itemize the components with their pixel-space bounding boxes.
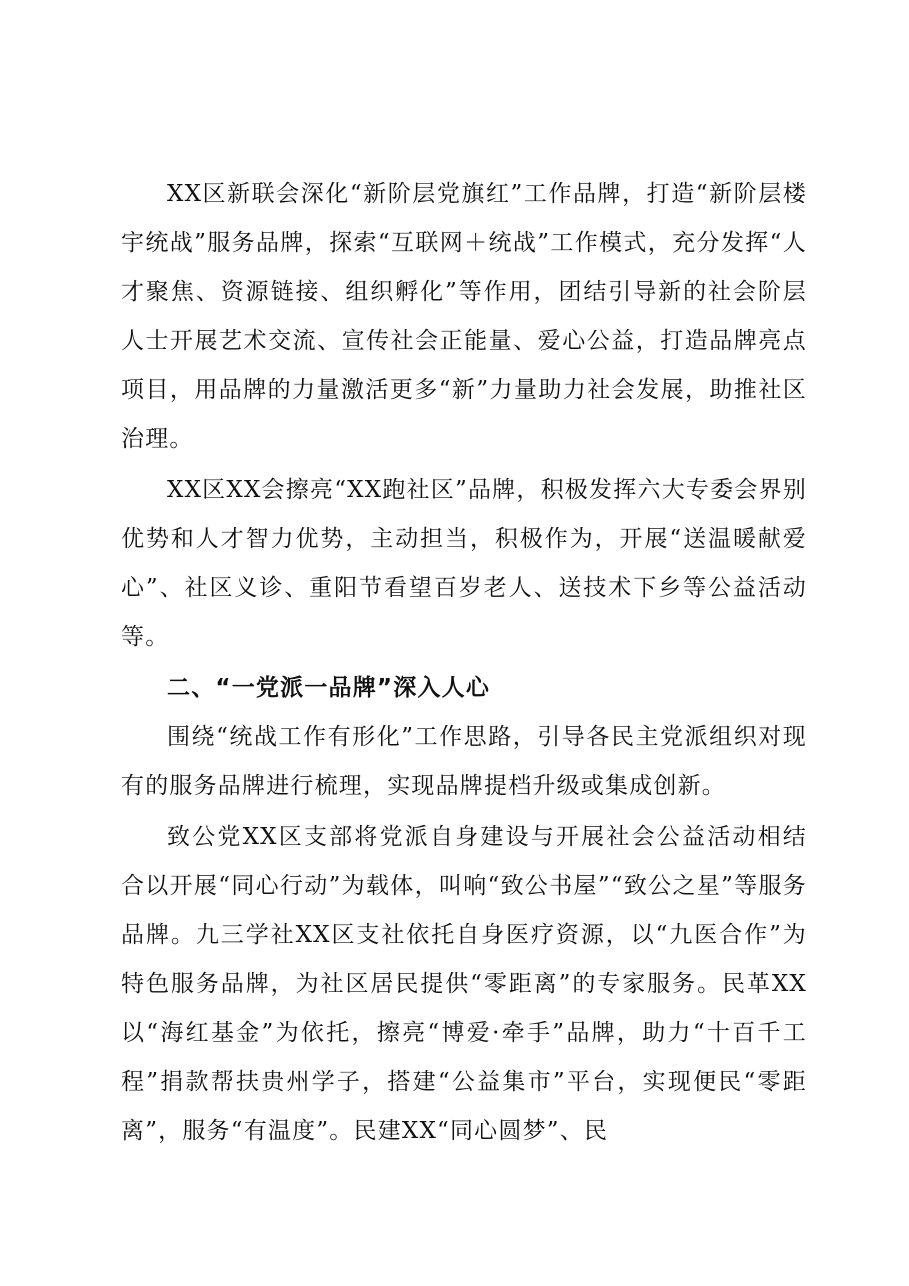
document-body bbox=[121, 170, 807, 1156]
paragraph-work-approach: 围绕“统战工作有形化”工作思路，引导各民主党派组织对现有的服务品牌进行梳理，实现品牌提档升级或集成创新。 bbox=[121, 724, 807, 799]
paragraph-party-brands: 致公党XX区支部将党派自身建设与开展社会公益活动相结合以开展“同心行动”为载体，叫响“致公书屋”“致公之星”等服务品牌。九三学社XX区支社依托自身医疗资源，以“九医合作”为特色服务品牌，为社区居民提供“零距离”的专家服务。民革XX以“海红基金”为依托，擦亮“博爱·牵手”品牌，助力“十百千工程”捐款帮扶贵州学子，搭建“公益集市”平台，实现便民“零距离”，服务“有温度”。民建XX“同心圆梦”、民 bbox=[121, 824, 807, 1144]
paragraph-new-association-brand: XX区新联会深化“新阶层党旗红”工作品牌，打造“新阶层楼宇统战”服务品牌，探索“互联网＋统战”工作模式，充分发挥“人才聚焦、资源链接、组织孵化”等作用，团结引导新的社会阶层人士开展艺术交流、宣传社会正能量、爱心公益，打造品牌亮点项目，用品牌的力量激活更多“新”力量助力社会发展，助推社区治理。 bbox=[121, 181, 807, 452]
section-heading: 二、“一党派一品牌”深入人心 bbox=[167, 675, 491, 701]
paragraph-community-brand: XX区XX会擦亮“XX跑社区”品牌，积极发挥六大专委会界别优势和人才智力优势，主动担当，积极作为，开展“送温暖献爱心”、社区义诊、重阳节看望百岁老人、送技术下乡等公益活动等。 bbox=[121, 477, 807, 650]
